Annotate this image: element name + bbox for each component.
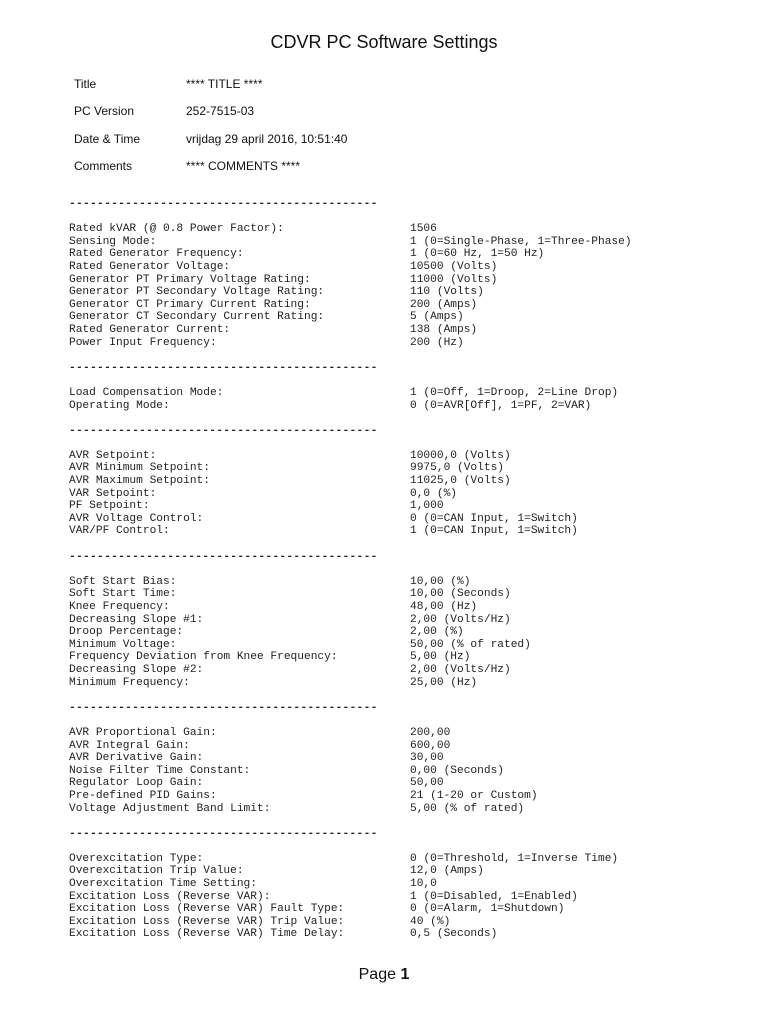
- setting-value: 1 (0=Disabled, 1=Enabled): [410, 890, 578, 903]
- setting-label: AVR Maximum Setpoint:: [69, 475, 210, 488]
- section-gap: [69, 374, 632, 387]
- section-divider: --------------------------------------------: [69, 361, 378, 374]
- setting-label: Excitation Loss (Reverse VAR) Time Delay:: [69, 928, 345, 941]
- setting-value: 2,00 (Volts/Hz): [410, 663, 511, 676]
- setting-row: [69, 740, 632, 753]
- setting-row: [69, 727, 632, 740]
- page-label: Page: [358, 966, 396, 983]
- setting-row: [69, 450, 632, 463]
- setting-value: 0,5 (Seconds): [410, 928, 498, 941]
- setting-row: [69, 588, 632, 601]
- setting-row: [69, 311, 632, 324]
- setting-row: [69, 500, 632, 513]
- section-gap: [69, 815, 632, 828]
- setting-value: 9975,0 (Volts): [410, 462, 504, 475]
- setting-row: [69, 777, 632, 790]
- setting-row: [69, 752, 632, 765]
- setting-label: Generator PT Secondary Voltage Rating:: [69, 286, 325, 299]
- setting-label: Rated Generator Current:: [69, 323, 231, 336]
- meta-row: [74, 101, 347, 128]
- setting-label: Overexcitation Time Setting:: [69, 878, 257, 891]
- setting-label: Overexcitation Trip Value:: [69, 865, 244, 878]
- setting-label: AVR Setpoint:: [69, 449, 157, 462]
- setting-row: [69, 903, 632, 916]
- setting-row: [69, 488, 632, 501]
- setting-row: [69, 274, 632, 287]
- section-divider: --------------------------------------------: [69, 198, 378, 210]
- setting-value: 1 (0=Off, 1=Droop, 2=Line Drop): [410, 386, 619, 399]
- setting-row: [69, 513, 632, 526]
- meta-row: [74, 156, 347, 183]
- setting-row: [69, 928, 632, 941]
- meta-label: Title: [74, 77, 97, 91]
- section-divider: --------------------------------------------: [69, 827, 378, 840]
- meta-value: vrijdag 29 april 2016, 10:51:40: [186, 131, 348, 146]
- setting-value: 10,00 (%): [410, 575, 471, 588]
- setting-label: Generator PT Primary Voltage Rating:: [69, 273, 311, 286]
- setting-value: 0 (0=Threshold, 1=Inverse Time): [410, 852, 619, 865]
- setting-value: 5,00 (% of rated): [410, 802, 525, 815]
- section-divider: --------------------------------------------: [69, 424, 378, 437]
- section-gap: [69, 349, 632, 362]
- setting-value: 11000 (Volts): [410, 273, 498, 286]
- setting-row: [69, 387, 632, 400]
- setting-value: 2,00 (Volts/Hz): [410, 613, 511, 626]
- section-gap: [69, 538, 632, 551]
- setting-label: AVR Derivative Gain:: [69, 752, 204, 765]
- setting-row: [69, 324, 632, 337]
- setting-row: [69, 639, 632, 652]
- setting-row: [69, 878, 632, 891]
- document-meta: [74, 74, 347, 183]
- setting-value: 48,00 (Hz): [410, 601, 478, 613]
- setting-row: [69, 916, 632, 929]
- setting-label: AVR Voltage Control:: [69, 512, 204, 525]
- setting-label: Power Input Frequency:: [69, 336, 217, 349]
- setting-label: VAR Setpoint:: [69, 487, 157, 500]
- setting-value: 0,00 (Seconds): [410, 764, 504, 777]
- page-title: CDVR PC Software Settings: [270, 32, 498, 52]
- settings-list: [69, 198, 632, 941]
- setting-label: Rated kVAR (@ 0.8 Power Factor):: [69, 223, 284, 236]
- setting-label: PF Setpoint:: [69, 500, 150, 513]
- setting-label: Rated Generator Voltage:: [69, 260, 231, 273]
- setting-label: VAR/PF Control:: [69, 525, 170, 538]
- setting-value: 12,0 (Amps): [410, 865, 484, 878]
- setting-value: 0 (0=Alarm, 1=Shutdown): [410, 903, 565, 916]
- meta-value: 252-7515-03: [186, 104, 255, 119]
- setting-value: 200 (Amps): [410, 298, 478, 311]
- setting-value: 10,00 (Seconds): [410, 588, 511, 601]
- setting-value: 1506: [410, 223, 437, 236]
- setting-value: 5,00 (Hz): [410, 651, 471, 664]
- setting-label: Minimum Frequency:: [69, 676, 190, 689]
- setting-row: [69, 525, 632, 538]
- setting-value: 50,00 (% of rated): [410, 638, 531, 651]
- setting-row: [69, 626, 632, 639]
- setting-row: [69, 337, 632, 350]
- setting-row: [69, 601, 632, 614]
- setting-label: Pre-defined PID Gains:: [69, 789, 217, 802]
- setting-label: Knee Frequency:: [69, 601, 170, 613]
- meta-row: [74, 129, 347, 156]
- setting-row: [69, 790, 632, 803]
- setting-value: 10000,0 (Volts): [410, 449, 511, 462]
- setting-label: Rated Generator Frequency:: [69, 248, 244, 261]
- setting-label: Frequency Deviation from Knee Frequency:: [69, 651, 338, 664]
- section-divider: --------------------------------------------: [69, 701, 378, 714]
- setting-row: [69, 400, 632, 413]
- setting-row: [69, 248, 632, 261]
- setting-value: 10,0: [410, 878, 437, 891]
- setting-row: [69, 236, 632, 249]
- setting-label: Excitation Loss (Reverse VAR) Fault Type:: [69, 903, 345, 916]
- setting-row: [69, 261, 632, 274]
- setting-value: 1 (0=Single-Phase, 1=Three-Phase): [410, 235, 632, 248]
- setting-label: Generator CT Primary Current Rating:: [69, 298, 311, 311]
- setting-value: 11025,0 (Volts): [410, 475, 511, 488]
- section-gap: [69, 412, 632, 425]
- setting-row: [69, 286, 632, 299]
- setting-value: 2,00 (%): [410, 626, 464, 639]
- setting-label: Minimum Voltage:: [69, 638, 177, 651]
- setting-row: [69, 475, 632, 488]
- page-number: 1: [400, 966, 410, 983]
- setting-label: Noise Filter Time Constant:: [69, 764, 251, 777]
- setting-value: 0 (0=CAN Input, 1=Switch): [410, 512, 578, 525]
- section-gap: [69, 714, 632, 727]
- setting-value: 30,00: [410, 752, 444, 765]
- setting-value: 1 (0=60 Hz, 1=50 Hz): [410, 248, 545, 261]
- setting-row: [69, 462, 632, 475]
- setting-row: [69, 853, 632, 866]
- setting-row: [69, 765, 632, 778]
- setting-row: [69, 677, 632, 690]
- section-gap: [69, 840, 632, 853]
- setting-label: Regulator Loop Gain:: [69, 777, 204, 790]
- setting-value: 10500 (Volts): [410, 260, 498, 273]
- section-gap: [69, 437, 632, 450]
- setting-value: 0 (0=AVR[Off], 1=PF, 2=VAR): [410, 399, 592, 412]
- setting-value: 50,00: [410, 777, 444, 790]
- setting-row: [69, 651, 632, 664]
- setting-label: Excitation Loss (Reverse VAR) Trip Value:: [69, 915, 345, 928]
- setting-label: Operating Mode:: [69, 399, 170, 412]
- section-gap: [69, 689, 632, 702]
- section-divider: --------------------------------------------: [69, 550, 378, 563]
- setting-row: [69, 299, 632, 312]
- setting-value: 5 (Amps): [410, 311, 464, 324]
- section-gap: [69, 563, 632, 576]
- setting-label: Generator CT Secondary Current Rating:: [69, 311, 325, 324]
- setting-value: 600,00: [410, 739, 451, 752]
- setting-row: [69, 664, 632, 677]
- meta-label: PC Version: [74, 104, 135, 119]
- setting-row: [69, 576, 632, 589]
- setting-value: 200,00: [410, 726, 451, 739]
- meta-row: [74, 74, 347, 101]
- setting-label: AVR Proportional Gain:: [69, 726, 217, 739]
- meta-value: **** COMMENTS ****: [186, 158, 301, 173]
- setting-value: 1,000: [410, 500, 444, 513]
- setting-label: Soft Start Bias:: [69, 575, 177, 588]
- setting-value: 110 (Volts): [410, 286, 484, 299]
- setting-label: Load Compensation Mode:: [69, 386, 224, 399]
- section-gap: [69, 211, 632, 224]
- setting-label: Soft Start Time:: [69, 588, 177, 601]
- setting-row: [69, 865, 632, 878]
- setting-label: AVR Integral Gain:: [69, 739, 190, 752]
- setting-value: 0,0 (%): [410, 487, 457, 500]
- setting-value: 200 (Hz): [410, 336, 464, 349]
- setting-value: 138 (Amps): [410, 323, 478, 336]
- setting-value: 1 (0=CAN Input, 1=Switch): [410, 525, 578, 538]
- meta-label: Comments: [74, 158, 133, 173]
- setting-value: 25,00 (Hz): [410, 676, 478, 689]
- setting-row: [69, 891, 632, 904]
- setting-label: AVR Minimum Setpoint:: [69, 462, 210, 475]
- setting-value: 40 (%): [410, 915, 451, 928]
- setting-value: 21 (1-20 or Custom): [410, 789, 538, 802]
- setting-label: Decreasing Slope #2:: [69, 663, 204, 676]
- setting-row: [69, 803, 632, 816]
- setting-label: Excitation Loss (Reverse VAR):: [69, 890, 271, 903]
- page-footer: [0, 966, 768, 984]
- setting-row: [69, 223, 632, 236]
- meta-value: **** TITLE ****: [186, 77, 263, 91]
- setting-row: [69, 614, 632, 627]
- setting-label: Voltage Adjustment Band Limit:: [69, 802, 271, 815]
- setting-label: Overexcitation Type:: [69, 852, 204, 865]
- setting-label: Droop Percentage:: [69, 626, 184, 639]
- setting-label: Sensing Mode:: [69, 235, 157, 248]
- meta-label: Date & Time: [74, 131, 141, 146]
- setting-label: Decreasing Slope #1:: [69, 613, 204, 626]
